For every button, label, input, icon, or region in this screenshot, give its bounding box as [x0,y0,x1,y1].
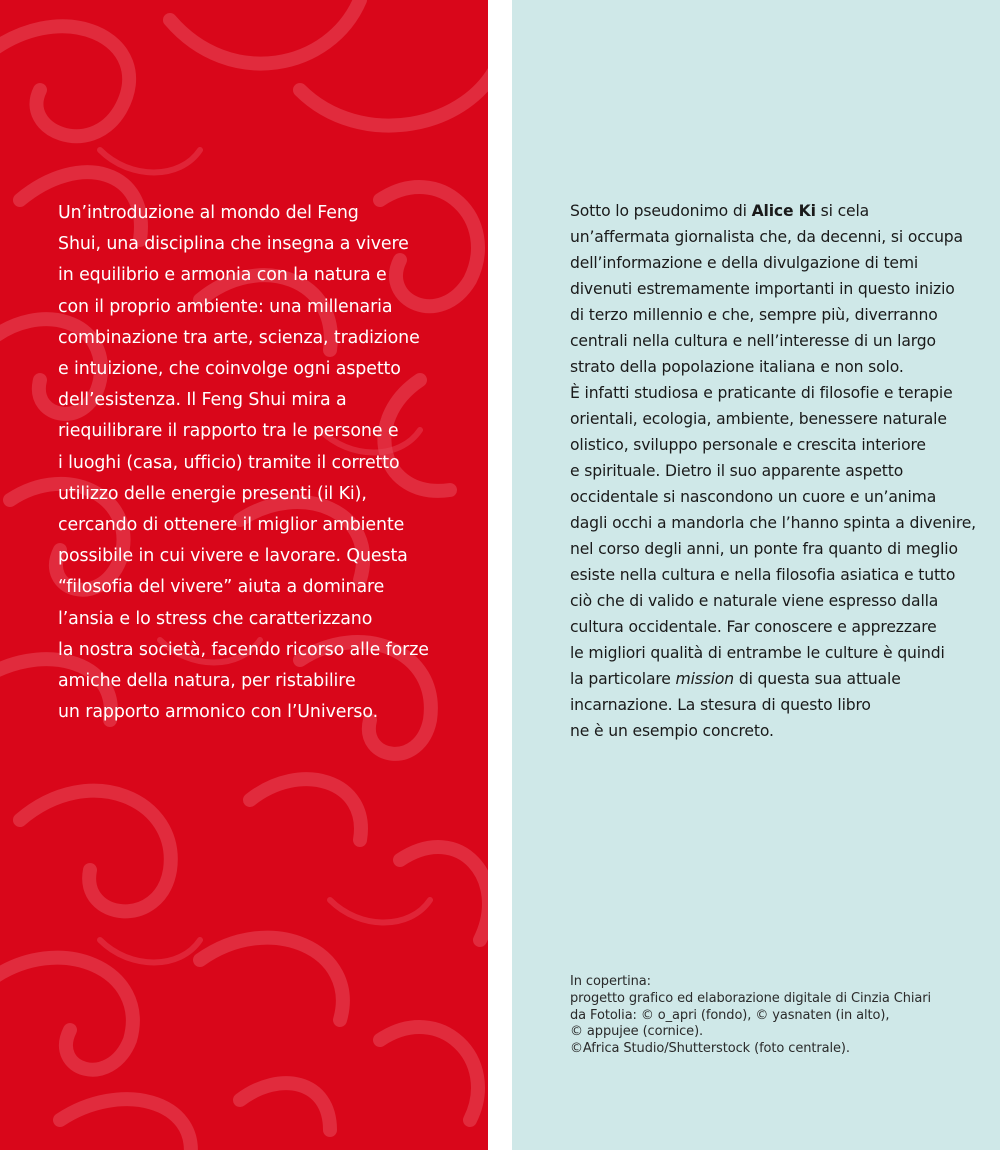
bio-line: ne è un esempio concreto. [570,722,774,740]
bio-line: cultura occidentale. Far conoscere e apprezzare [570,618,937,636]
blurb-line: i luoghi (casa, ufficio) tramite il corretto [58,452,400,473]
blurb-line: un rapporto armonico con l’Universo. [58,702,379,723]
blurb-line: la nostra società, facendo ricorso alle forze [58,639,429,660]
bio-line: occidentale si nascondono un cuore e un’anima [570,488,937,506]
blurb-line: utilizzo delle energie presenti (il Ki), [58,483,367,504]
book-blurb [58,198,458,728]
blurb-line: Shui, una disciplina che insegna a vivere [58,234,409,255]
cover-credits [570,974,990,1058]
blurb-line: e intuizione, che coinvolge ogni aspetto [58,359,401,380]
bio-line: divenuti estremamente importanti in questo inizio [570,280,955,298]
credits-line: progetto grafico ed elaborazione digitale di Cinzia Chiari [570,990,932,1006]
blurb-line: cercando di ottenere il miglior ambiente [58,515,405,536]
bio-line: È infatti studiosa e praticante di filosofie e terapie [570,384,953,402]
blurb-line: in equilibrio e armonia con la natura e [58,265,387,286]
blurb-line: Un’introduzione al mondo del Feng [58,203,359,223]
left-flap [0,0,488,1150]
bio-line: orientali, ecologia, ambiente, benessere naturale [570,410,947,428]
blurb-line: possibile in cui vivere e lavorare. Questa [58,546,408,567]
blurb-line: amiche della natura, per ristabilire [58,671,356,692]
blurb-line: riequilibrare il rapporto tra le persone e [58,421,399,442]
bio-line: e spirituale. Dietro il suo apparente aspetto [570,462,904,480]
bio-line: dagli occhi a mandorla che l’hanno spinta a divenire, [570,514,976,532]
bio-line: strato della popolazione italiana e non solo. [570,358,904,376]
bio-text: Sotto lo pseudonimo di [570,202,752,220]
mission-word: mission [675,670,735,688]
bio-line: dell’informazione e della divulgazione di temi [570,254,919,272]
bio-line: nel corso degli anni, un ponte fra quanto di meglio [570,540,958,558]
credits-line: da Fotolia: © o_apri (fondo), © yasnaten (in alto), [570,1007,890,1023]
blurb-line: l’ansia e lo stress che caratterizzano [58,608,373,629]
bio-text: di questa sua attuale [734,670,901,688]
bio-line: di terzo millennio e che, sempre più, diverranno [570,306,938,324]
credits-line: In copertina: [570,974,651,989]
blurb-line: con il proprio ambiente: una millenaria [58,296,393,317]
author-name: Alice Ki [751,202,816,220]
bio-line: esiste nella cultura e nella filosofia asiatica e tutto [570,566,956,584]
bio-text: si cela [815,202,870,220]
bio-line: un’affermata giornalista che, da decenni, si occupa [570,228,963,246]
bio-line: centrali nella cultura e nell’interesse di un largo [570,332,936,350]
credits-line: © appujee (cornice). [570,1024,704,1040]
bio-line: ciò che di valido e naturale viene espresso dalla [570,592,939,610]
fold-gutter [488,0,512,1150]
blurb-line: combinazione tra arte, scienza, tradizione [58,327,420,348]
right-flap [512,0,1000,1150]
blurb-line: “filosofia del vivere” aiuta a dominare [58,577,385,598]
bio-text: la particolare [570,670,676,688]
credits-line: ©Africa Studio/Shutterstock (foto centrale). [570,1041,850,1057]
bio-line: olistico, sviluppo personale e crescita interiore [570,436,926,454]
blurb-line: dell’esistenza. Il Feng Shui mira a [58,390,347,411]
bio-line: le migliori qualità di entrambe le culture è quindi [570,644,945,662]
bio-line: incarnazione. La stesura di questo libro [570,696,871,714]
author-bio [570,198,990,744]
bio-line [570,666,990,692]
bio-line [570,198,990,224]
